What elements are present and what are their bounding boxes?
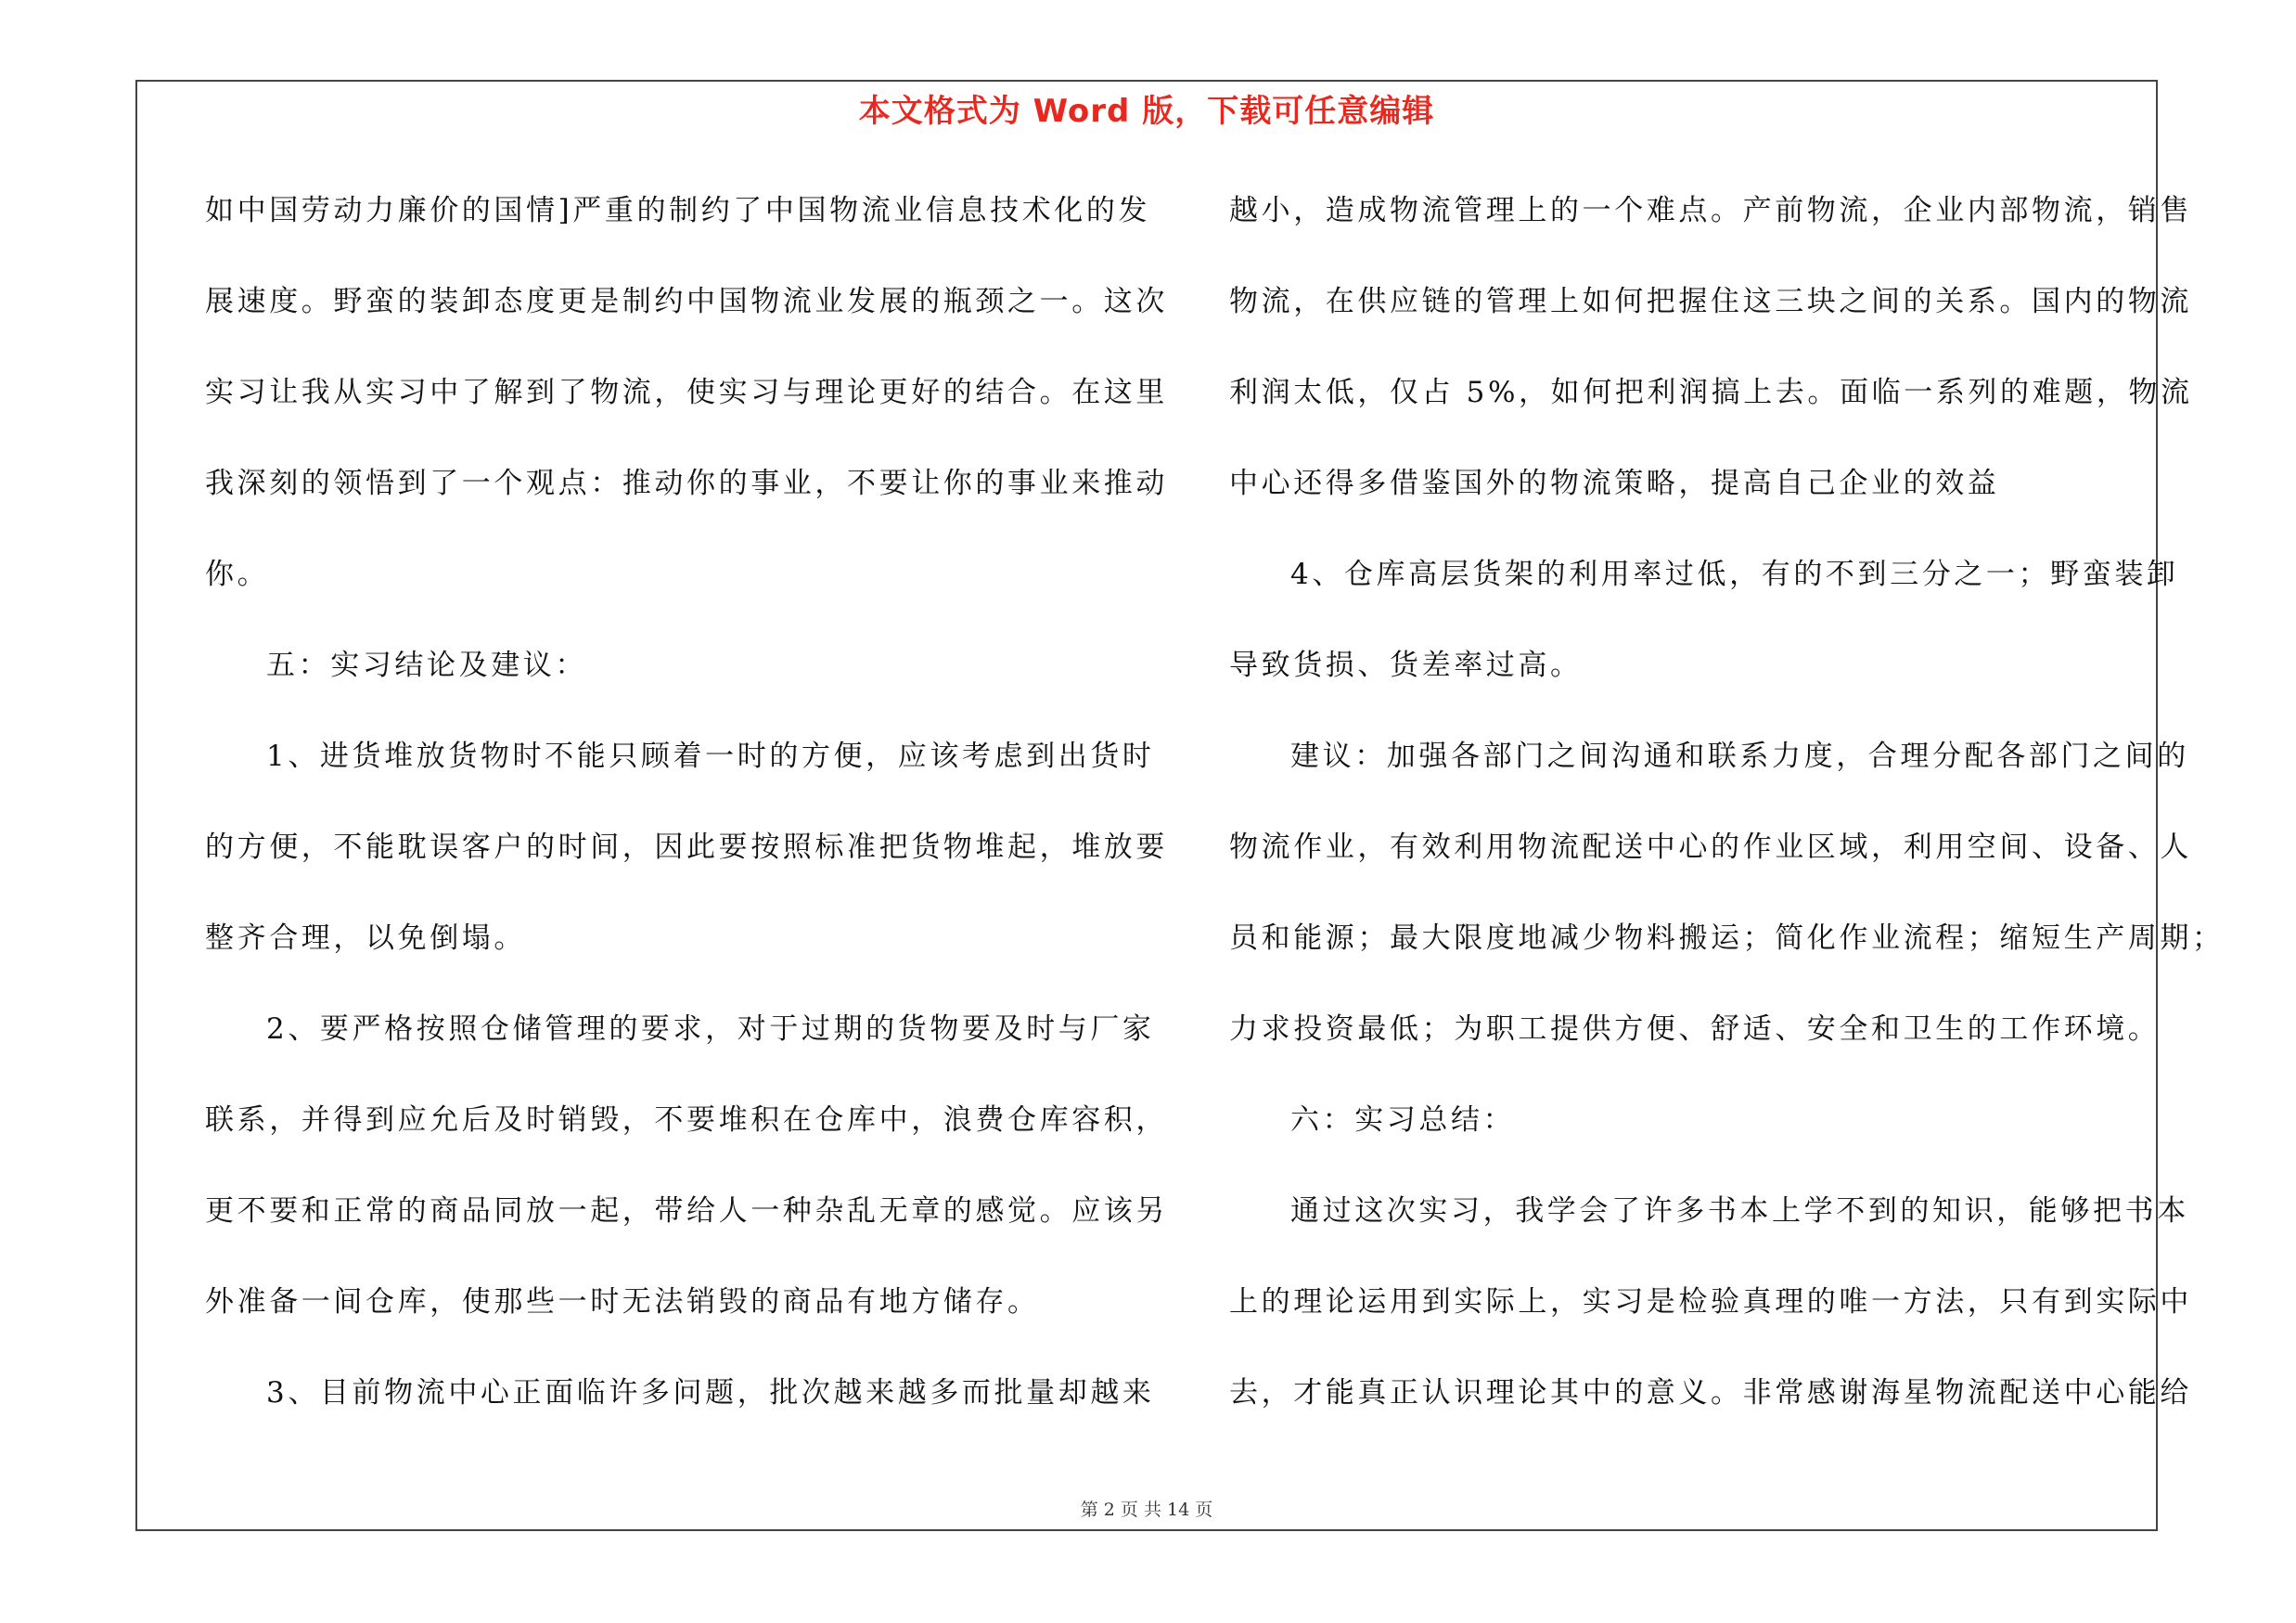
text-line: 物流作业，有效利用物流配送中心的作业区域，利用空间、设备、人 (1229, 831, 2192, 864)
text-line: 建议：加强各部门之间沟通和联系力度，合理分配各部门之间的 (1290, 740, 2189, 773)
text-line: 越小，造成物流管理上的一个难点。产前物流，企业内部物流，销售 (1229, 194, 2192, 227)
text-line: 导致货损、货差率过高。 (1229, 649, 1583, 682)
format-banner: 本文格式为 Word 版，下载可任意编辑 (858, 93, 1435, 130)
left-text-column (205, 182, 1168, 1455)
text-line: 如中国劳动力廉价的国情]严重的制约了中国物流业信息技术化的发 (205, 194, 1151, 227)
page-number-footer: 第 2 页 共 14 页 (1080, 1500, 1213, 1520)
text-line: 整齐合理，以免倒塌。 (205, 921, 526, 955)
text-line: 展速度。野蛮的装卸态度更是制约中国物流业发展的瓶颈之一。这次 (205, 285, 1168, 318)
text-line: 1、进货堆放货物时不能只顾着一时的方便，应该考虑到出货时 (266, 740, 1155, 773)
text-line: 通过这次实习，我学会了许多书本上学不到的知识，能够把书本 (1290, 1194, 2189, 1228)
text-line: 更不要和正常的商品同放一起，带给人一种杂乱无章的感觉。应该另 (205, 1194, 1168, 1228)
text-line: 外准备一间仓库，使那些一时无法销毁的商品有地方储存。 (205, 1285, 1040, 1319)
text-line: 3、目前物流中心正面临许多问题，批次越来越多而批量却越来 (266, 1376, 1155, 1410)
text-line: 我深刻的领悟到了一个观点：推动你的事业，不要让你的事业来推动 (205, 467, 1168, 500)
text-line: 去，才能真正认识理论其中的意义。非常感谢海星物流配送中心能给 (1229, 1376, 2192, 1410)
text-line: 实习让我从实习中了解到了物流，使实习与理论更好的结合。在这里 (205, 376, 1168, 409)
text-line: 员和能源；最大限度地减少物料搬运；简化作业流程；缩短生产周期； (1229, 921, 2225, 955)
text-line: 你。 (205, 558, 270, 591)
text-line: 的方便，不能耽误客户的时间，因此要按照标准把货物堆起，堆放要 (205, 831, 1168, 864)
text-line: 物流，在供应链的管理上如何把握住这三块之间的关系。国内的物流 (1229, 285, 2192, 318)
text-line: 4、仓库高层货架的利用率过低，有的不到三分之一；野蛮装卸 (1290, 558, 2179, 591)
text-line: 2、要严格按照仓储管理的要求，对于过期的货物要及时与厂家 (266, 1012, 1155, 1046)
text-line: 上的理论运用到实际上，实习是检验真理的唯一方法，只有到实际中 (1229, 1285, 2192, 1319)
text-line: 力求投资最低；为职工提供方便、舒适、安全和卫生的工作环境。 (1229, 1012, 2161, 1046)
text-line: 五：实习结论及建议： (266, 649, 587, 682)
text-line: 联系，并得到应允后及时销毁，不要堆积在仓库中，浪费仓库容积， (205, 1103, 1168, 1137)
text-line: 六：实习总结： (1290, 1103, 1516, 1137)
right-text-column (1229, 182, 2225, 1455)
text-line: 中心还得多借鉴国外的物流策略，提高自己企业的效益 (1229, 467, 2000, 500)
text-line: 利润太低，仅占 5%，如何把利润搞上去。面临一系列的难题，物流 (1229, 376, 2193, 409)
